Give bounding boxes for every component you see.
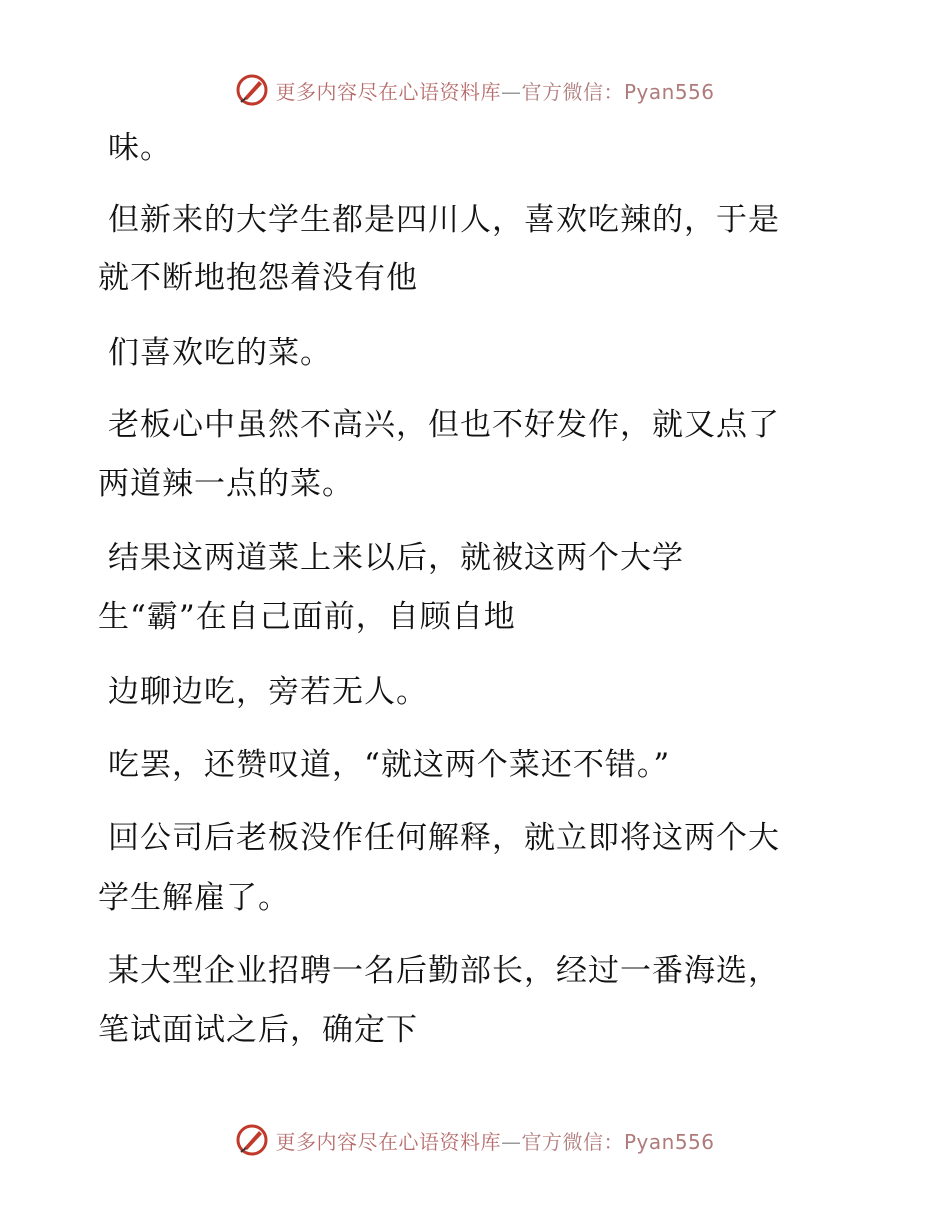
text-line: 学生解雇了。 — [98, 880, 290, 916]
text-line: 回公司后老板没作任何解释，就立即将这两个大 — [108, 820, 780, 856]
header-brand-text: 更多内容尽在心语资料库 — [275, 79, 501, 104]
header-separator: — — [500, 79, 522, 104]
text-line: 某大型企业招聘一名后勤部长，经过一番海选， — [108, 953, 780, 989]
footer-separator: — — [500, 1129, 522, 1154]
text-line: 两道辣一点的菜。 — [98, 466, 354, 502]
text-line: 边聊边吃，旁若无人。 — [108, 674, 428, 710]
text-line: 但新来的大学生都是四川人，喜欢吃辣的，于是 — [108, 202, 780, 238]
text-line: 就不断地抱怨着没有他 — [98, 260, 418, 296]
text-line: 老板心中虽然不高兴，但也不好发作，就又点了 — [108, 407, 780, 443]
header-contact-id: Pyan556 — [623, 79, 715, 104]
text-line: 结果这两道菜上来以后，就被这两个大学 — [108, 540, 684, 576]
footer-banner-text — [275, 1126, 714, 1155]
header-contact-label: 官方微信： — [521, 79, 624, 104]
footer-contact-id: Pyan556 — [623, 1129, 715, 1154]
footer-banner — [0, 1120, 950, 1160]
text-line: 笔试面试之后，确定下 — [98, 1012, 418, 1048]
footer-brand-text: 更多内容尽在心语资料库 — [275, 1129, 501, 1154]
text-line: 味。 — [108, 130, 172, 166]
header-banner — [0, 70, 950, 110]
footer-contact-label: 官方微信： — [521, 1129, 624, 1154]
quill-pen-logo-icon — [235, 73, 269, 107]
text-line: 们喜欢吃的菜。 — [108, 335, 332, 371]
text-line: 生“霸”在自己面前，自顾自地 — [98, 599, 516, 635]
quill-pen-logo-icon — [235, 1123, 269, 1157]
text-line: 吃罢，还赞叹道，“就这两个菜还不错。” — [108, 747, 671, 783]
header-banner-text — [275, 76, 714, 105]
